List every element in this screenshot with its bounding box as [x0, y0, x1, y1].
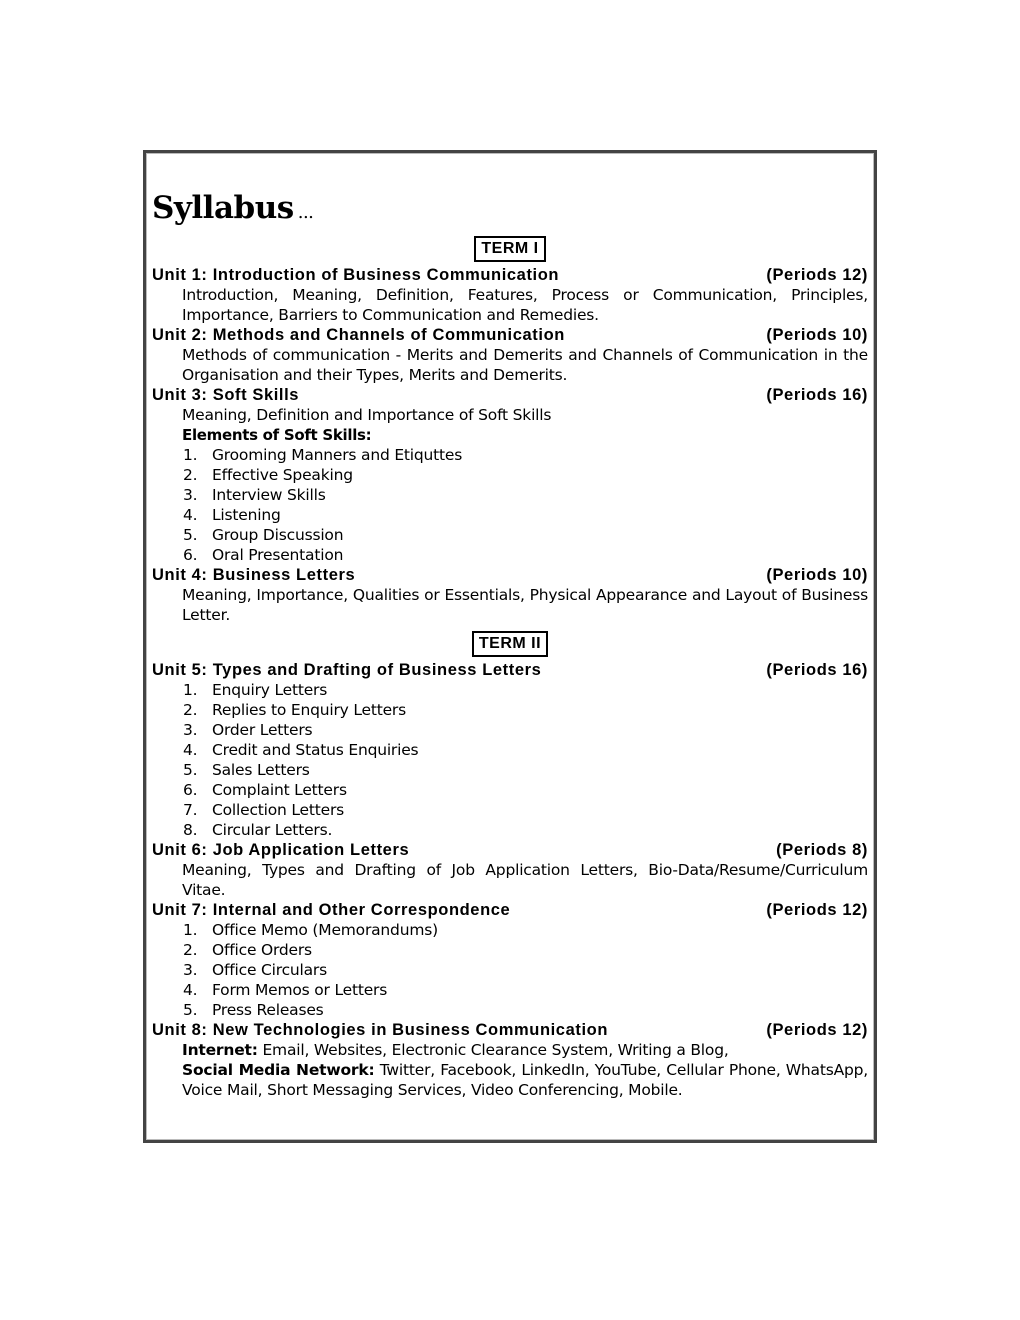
unit-heading: Unit 2: Methods and Channels of Communication	[152, 326, 565, 344]
list-item-text: Enquiry Letters	[212, 681, 328, 699]
unit-description: Meaning, Definition and Importance of Soft Skills	[182, 406, 552, 424]
list-item	[183, 445, 868, 465]
unit-description: Meaning, Importance, Qualities or Essentials, Physical Appearance and Layout of Business Letter.	[182, 586, 868, 624]
unit-periods: (Periods 10)	[766, 566, 868, 584]
social-media-label: Social Media Network:	[182, 1061, 375, 1079]
unit-heading: Unit 5: Types and Drafting of Business Letters	[152, 661, 542, 679]
list-item	[183, 700, 868, 720]
internet-line	[182, 1040, 868, 1060]
list-item-text: Sales Letters	[212, 761, 310, 779]
term-2-label: TERM II	[472, 631, 548, 657]
unit-heading-row	[152, 265, 868, 285]
term-1-wrap	[152, 236, 868, 264]
list-item-number: 3.	[183, 486, 198, 504]
unit-item-list	[152, 445, 868, 565]
unit-periods: (Periods 12)	[766, 1021, 868, 1039]
list-item-text: Replies to Enquiry Letters	[212, 701, 406, 719]
unit-5	[152, 660, 868, 840]
unit-heading-row	[152, 1020, 868, 1040]
unit-heading: Unit 6: Job Application Letters	[152, 841, 410, 859]
list-item	[183, 980, 868, 1000]
list-item-text: Office Circulars	[212, 961, 327, 979]
internet-label: Internet:	[182, 1041, 258, 1059]
list-item-text: Circular Letters.	[212, 821, 333, 839]
syllabus-frame	[143, 150, 877, 1143]
unit-periods: (Periods 16)	[766, 661, 868, 679]
unit-heading: Unit 3: Soft Skills	[152, 386, 300, 404]
list-item-text: Interview Skills	[212, 486, 326, 504]
unit-heading: Unit 8: New Technologies in Business Communication	[152, 1021, 608, 1039]
list-item	[183, 940, 868, 960]
list-item	[183, 505, 868, 525]
social-media-line	[182, 1060, 868, 1100]
list-item-text: Listening	[212, 506, 281, 524]
list-item-text: Collection Letters	[212, 801, 345, 819]
list-item-number: 6.	[183, 546, 198, 564]
unit-1	[152, 265, 868, 325]
list-item	[183, 720, 868, 740]
unit-heading: Unit 7: Internal and Other Correspondence	[152, 901, 511, 919]
unit-periods: (Periods 12)	[766, 266, 868, 284]
unit-heading: Unit 1: Introduction of Business Communication	[152, 266, 560, 284]
unit-periods: (Periods 10)	[766, 326, 868, 344]
term-2-wrap	[152, 631, 868, 659]
list-item	[183, 485, 868, 505]
title-ellipsis: ...	[297, 202, 314, 223]
list-item	[183, 820, 868, 840]
unit-heading-row	[152, 565, 868, 585]
list-item-text: Effective Speaking	[212, 466, 353, 484]
unit-heading-row	[152, 325, 868, 345]
page-title	[152, 189, 868, 232]
unit-heading-row	[152, 385, 868, 405]
list-item	[183, 545, 868, 565]
list-item-number: 5.	[183, 1001, 198, 1019]
social-media-text: Twitter, Facebook, LinkedIn, YouTube, Cellular Phone, WhatsApp, Voice Mail, Short Messaging Services, Video Conferencing, Mobile.	[182, 1061, 868, 1099]
list-item-number: 4.	[183, 981, 198, 999]
syllabus-content	[152, 189, 868, 1100]
unit-heading-row	[152, 900, 868, 920]
list-item-text: Credit and Status Enquiries	[212, 741, 419, 759]
list-item-number: 5.	[183, 761, 198, 779]
list-item-number: 3.	[183, 961, 198, 979]
unit-2	[152, 325, 868, 385]
title-text: Syllabus	[152, 190, 294, 226]
unit-periods: (Periods 16)	[766, 386, 868, 404]
list-item-text: Group Discussion	[212, 526, 344, 544]
unit-heading: Unit 4: Business Letters	[152, 566, 356, 584]
list-item-text: Grooming Manners and Etiquttes	[212, 446, 463, 464]
list-item-number: 4.	[183, 506, 198, 524]
list-item	[183, 920, 868, 940]
list-item-text: Oral Presentation	[212, 546, 344, 564]
list-item-number: 2.	[183, 701, 198, 719]
list-item	[183, 800, 868, 820]
list-item-number: 3.	[183, 721, 198, 739]
unit-sub-heading: Elements of Soft Skills:	[182, 426, 372, 444]
list-item	[183, 680, 868, 700]
unit-item-list	[152, 680, 868, 840]
unit-description: Methods of communication - Merits and Demerits and Channels of Communication in the Organisation and their Types, Merits and Demerits.	[182, 346, 868, 384]
list-item-number: 4.	[183, 741, 198, 759]
list-item-text: Form Memos or Letters	[212, 981, 388, 999]
unit-periods: (Periods 8)	[776, 841, 868, 859]
list-item-text: Office Memo (Memorandums)	[212, 921, 438, 939]
list-item-number: 8.	[183, 821, 198, 839]
unit-8	[152, 1020, 868, 1100]
list-item-number: 1.	[183, 681, 198, 699]
unit-periods: (Periods 12)	[766, 901, 868, 919]
list-item-text: Order Letters	[212, 721, 313, 739]
unit-heading-row	[152, 840, 868, 860]
internet-text: Email, Websites, Electronic Clearance System, Writing a Blog,	[257, 1041, 729, 1059]
unit-7	[152, 900, 868, 1020]
unit-description: Introduction, Meaning, Definition, Features, Process or Communication, Principles, Importance, Barriers to Communication and Remedies.	[182, 286, 868, 324]
list-item-number: 7.	[183, 801, 198, 819]
list-item	[183, 1000, 868, 1020]
list-item-number: 6.	[183, 781, 198, 799]
unit-3	[152, 385, 868, 565]
list-item-number: 1.	[183, 446, 198, 464]
unit-heading-row	[152, 660, 868, 680]
list-item-number: 2.	[183, 466, 198, 484]
list-item	[183, 780, 868, 800]
unit-4	[152, 565, 868, 625]
list-item-text: Complaint Letters	[212, 781, 347, 799]
term-1-label: TERM I	[474, 236, 545, 262]
list-item	[183, 465, 868, 485]
list-item	[183, 525, 868, 545]
list-item-text: Press Releases	[212, 1001, 324, 1019]
list-item-number: 2.	[183, 941, 198, 959]
unit-description: Meaning, Types and Drafting of Job Application Letters, Bio-Data/Resume/Curriculum Vitae.	[182, 861, 868, 899]
list-item	[183, 740, 868, 760]
unit-6	[152, 840, 868, 900]
list-item-text: Office Orders	[212, 941, 312, 959]
list-item-number: 5.	[183, 526, 198, 544]
unit-item-list	[152, 920, 868, 1020]
list-item	[183, 760, 868, 780]
list-item-number: 1.	[183, 921, 198, 939]
list-item	[183, 960, 868, 980]
